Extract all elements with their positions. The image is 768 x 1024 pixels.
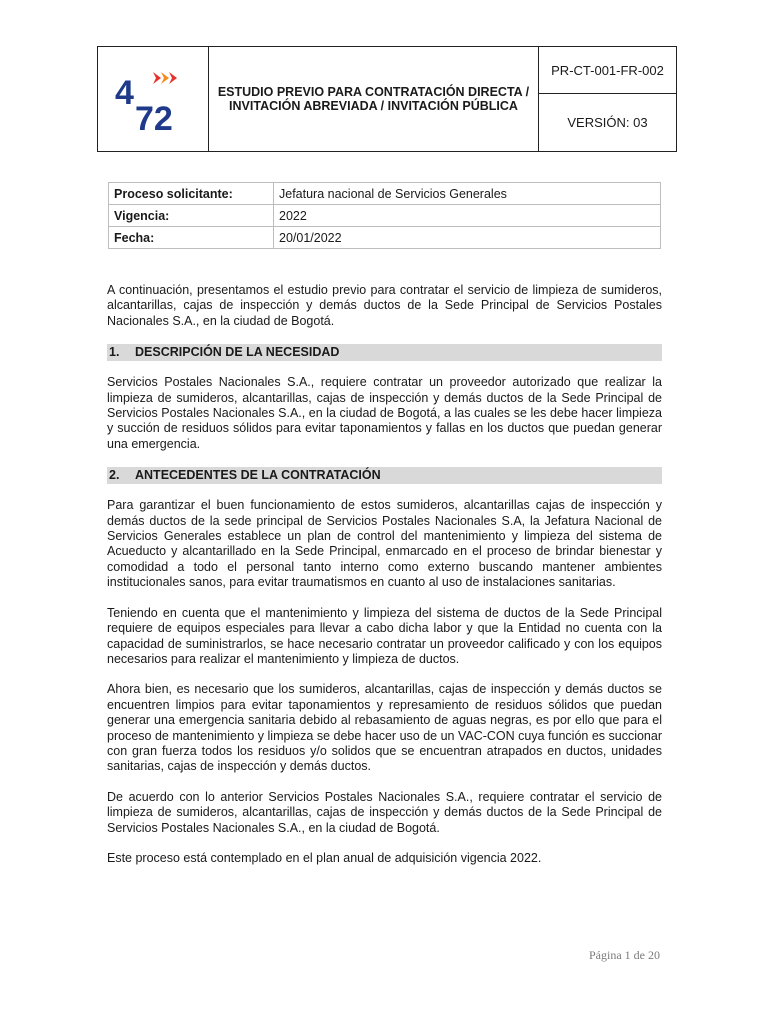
paragraph: De acuerdo con lo anterior Servicios Postales Nacionales S.A., requiere contratar el servicio de limpieza de sumideros, alcantarillas, cajas de inspección y demás ductos de la Sede Principal de Servicios Postales Nacionales S.A., en la ciudad de Bogotá. (107, 789, 662, 835)
table-row (109, 205, 661, 227)
paragraph: Teniendo en cuenta que el mantenimiento y limpieza del sistema de ductos de la Sede Principal requiere de equipos especiales para llevar a cabo dicha labor y que la Entidad no cuenta con la capacidad de suministrarlos, se hace necesario contratar un proveedor calificado y con los equipos necesarios para realizar el mantenimiento y limpieza de ductos. (107, 605, 662, 666)
logo-chevron-3 (169, 72, 177, 84)
logo-text-bottom: 72 (135, 100, 173, 134)
meta-label: Proceso solicitante: (109, 183, 274, 205)
meta-label: Vigencia: (109, 205, 274, 227)
meta-label: Fecha: (109, 227, 274, 249)
table-row (109, 183, 661, 205)
meta-table (108, 182, 661, 249)
paragraph: Ahora bien, es necesario que los sumideros, alcantarillas, cajas de inspección y demás ductos se encuentren limpios para evitar taponamientos y represamiento de residuos sólidos que puedan generar una emergencia sanitaria debido al rebasamiento de aguas negras, es por ello que para el proceso de mantenimiento y limpieza se debe hacer uso de un VAC-CON cuya función es succionar con gran fuerza todos los residuos y/o solidos que se encuentran atrapados en ductos, unidades sanitarias, cajas de inspección y demás ductos. (107, 682, 662, 774)
section-number: 2. (109, 468, 120, 483)
paragraph: Para garantizar el buen funcionamiento de estos sumideros, alcantarillas cajas de inspección y demás ductos de la sede principal de Servicios Postales Nacionales S.A, la Jefatura Nacional de Servicios Generales establece un plan de control del mantenimiento y limpieza del sistema de Acueducto y alcantarillado en la Sede Principal, enmarcado en el proceso de brindar bienestar y comodidad a todo el personal tanto interno como externo buscando mantener ambientes institucionales sanos, para evitar traumatismos en cuanto al uso de instalaciones sanitarias. (107, 498, 662, 590)
section-title: ANTECEDENTES DE LA CONTRATACIÓN (135, 468, 381, 483)
logo-cell (98, 47, 209, 151)
document-header (97, 46, 677, 152)
table-row (109, 227, 661, 249)
meta-value: 2022 (274, 205, 661, 227)
logo-text-top: 4 (115, 74, 134, 112)
meta-value: Jefatura nacional de Servicios Generales (274, 183, 661, 205)
company-logo (113, 64, 193, 134)
page-number: Página 1 de 20 (589, 948, 660, 962)
section-title: DESCRIPCIÓN DE LA NECESIDAD (135, 345, 340, 360)
logo-chevron-1 (153, 72, 161, 84)
document-code: PR-CT-001-FR-002 (539, 47, 676, 94)
meta-value: 20/01/2022 (274, 227, 661, 249)
document-version: VERSIÓN: 03 (567, 115, 648, 130)
document-title: ESTUDIO PREVIO PARA CONTRATACIÓN DIRECTA / INVITACIÓN ABREVIADA / INVITACIÓN PÚBLICA (209, 47, 539, 151)
document-body (107, 283, 662, 881)
paragraph: Este proceso está contemplado en el plan anual de adquisición vigencia 2022. (107, 850, 542, 865)
section-heading (107, 467, 662, 484)
intro-paragraph: A continuación, presentamos el estudio previo para contratar el servicio de limpieza de sumideros, alcantarillas, cajas de inspección y demás ductos de la Sede Principal de Servicios Postales Nacionales S.A., en la ciudad de Bogotá. (107, 283, 662, 328)
logo-chevron-2 (161, 72, 169, 84)
section-heading (107, 344, 662, 361)
paragraph: Servicios Postales Nacionales S.A., requiere contratar un proveedor autorizado que realizar la limpieza de sumideros, alcantarillas, cajas de inspección y demás ductos de la Sede Principal de Servicios Postales Nacionales S.A., en la ciudad de Bogotá, a las cuales se les debe hacer limpieza y succión de residuos sólidos para evitar taponamientos y fallas en los ductos que puedan generar una emergencia. (107, 375, 662, 451)
section-number: 1. (109, 345, 120, 360)
code-cell (539, 47, 676, 151)
